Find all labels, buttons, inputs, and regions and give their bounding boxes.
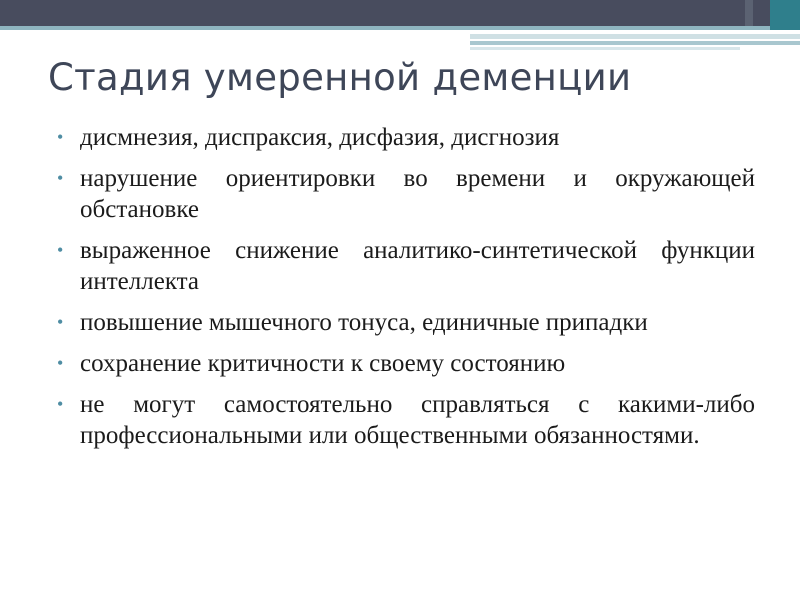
bullet-text: дисмнезия, диспраксия, дисфазия, дисгнозия bbox=[80, 124, 560, 151]
bullet-text: нарушение ориентировки во времени и окружающей обстановке bbox=[80, 165, 755, 223]
bullet-item bbox=[55, 348, 755, 379]
bullet-list bbox=[55, 122, 755, 461]
bullet-icon: • bbox=[57, 394, 64, 414]
bullet-icon: • bbox=[57, 240, 64, 260]
decorative-header-bar bbox=[0, 0, 800, 30]
bullet-icon: • bbox=[57, 353, 64, 373]
bullet-text: повышение мышечного тонуса, единичные припадки bbox=[80, 309, 648, 336]
slide-title: Стадия умеренной деменции bbox=[48, 56, 632, 99]
bullet-text: не могут самостоятельно справляться с какими-либо профессиональными или общественными обязанностями. bbox=[80, 391, 755, 449]
bullet-item bbox=[55, 235, 755, 297]
bullet-item bbox=[55, 163, 755, 225]
bullet-text: сохранение критичности к своему состоянию bbox=[80, 350, 566, 377]
bullet-icon: • bbox=[57, 312, 64, 332]
bullet-icon: • bbox=[57, 168, 64, 188]
bullet-item bbox=[55, 122, 755, 153]
bullet-item bbox=[55, 389, 755, 451]
bullet-item bbox=[55, 307, 755, 338]
bullet-icon: • bbox=[57, 127, 64, 147]
decorative-header-stripes bbox=[470, 34, 800, 54]
bullet-text: выраженное снижение аналитико-синтетической функции интеллекта bbox=[80, 237, 755, 295]
